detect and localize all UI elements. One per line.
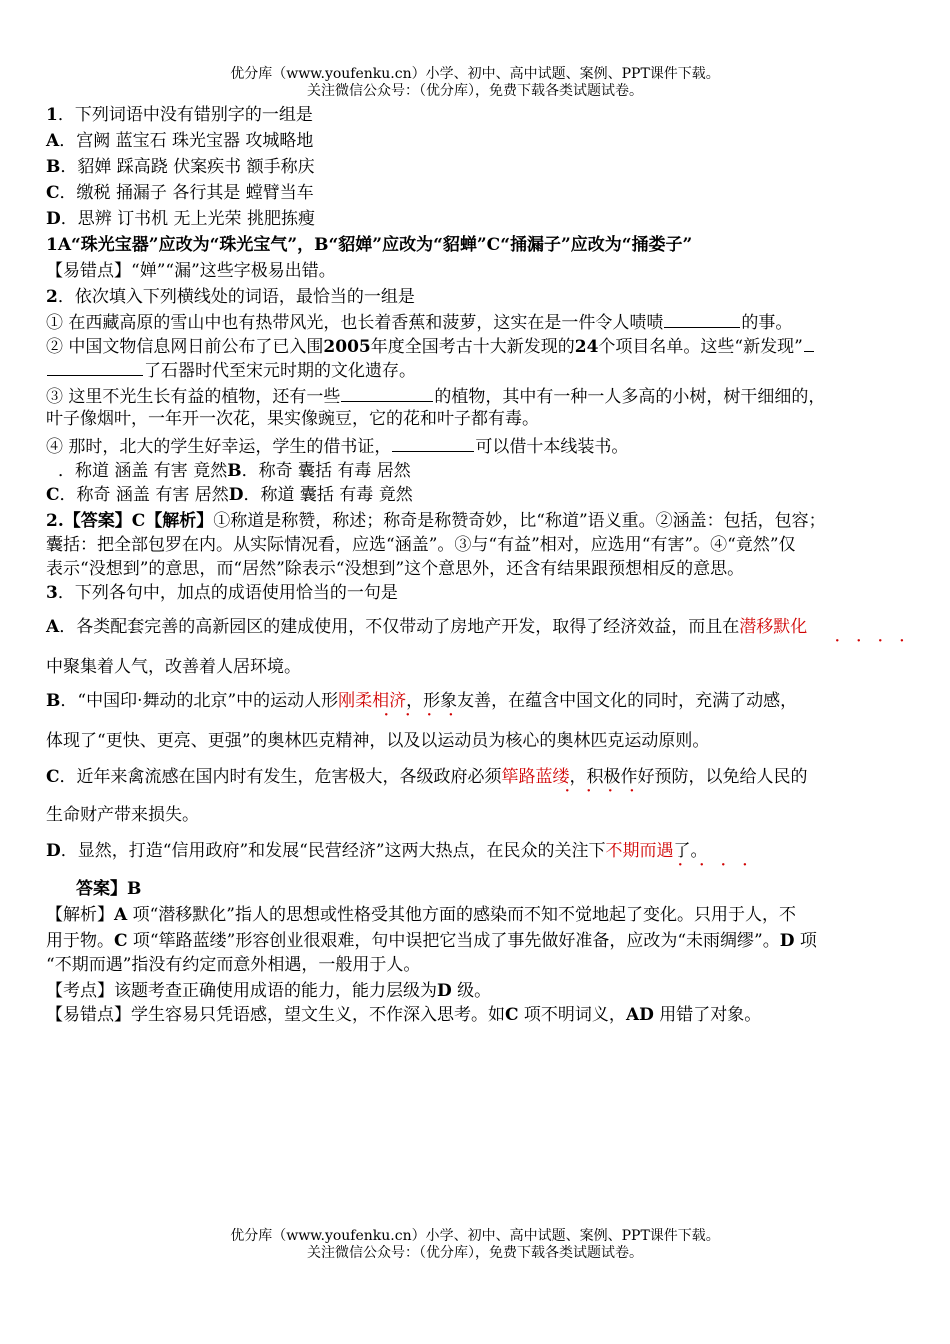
fill-blank [47, 358, 143, 376]
q2-stem-text: ．依次填入下列横线处的词语，最恰当的一组是 [57, 287, 415, 307]
q2-sentence-3 [46, 384, 916, 408]
q1-easy-error: 【易错点】“婵”“漏”这些字极易出错。 [46, 261, 336, 281]
q3-stem [46, 582, 916, 604]
q1-answer-part: “珠光宝器”应改为“珠光宝气”， [71, 235, 315, 255]
q3-option-d-text: 了。 [673, 841, 708, 861]
q2-s2-year: 2005 [323, 337, 371, 357]
fill-blank [664, 310, 740, 328]
q3-exp-text: 用于物。 [46, 931, 114, 951]
q3-option-a-text: ．各类配套完善的高新园区的建成使用，不仅带动了房地产开发，取得了经济效益，而且在 [59, 617, 740, 637]
q3-option-d [46, 840, 916, 862]
emphasis-dots: ···· [678, 858, 765, 873]
q3-ez-text: 用错了对象。 [653, 1005, 762, 1025]
fill-blank [341, 384, 433, 402]
q3-exp-label: D [779, 931, 795, 951]
q2-option-c-text: ．称奇 涵盖 有害 居然 [59, 485, 229, 505]
q1-option-b-text: ．貂婵 踩高跷 伏案疾书 额手称庆 [60, 157, 315, 177]
q2-sentence-3-cont: 叶子像烟叶，一年开一次花，果实像豌豆，它的花和叶子都有毒。 [46, 409, 539, 429]
q3-exp-text: 项 [794, 931, 817, 951]
q1-stem-text: ．下列词语中没有错别字的一组是 [57, 105, 313, 125]
q2-sentence-2 [46, 334, 916, 358]
q1-answer-part: C [486, 235, 501, 255]
q3-explanation-1 [46, 904, 916, 926]
q3-option-d-label: D [46, 841, 61, 861]
q1-option-d-label: D [46, 209, 61, 229]
q2-option-b-label: B [227, 461, 242, 481]
q3-idiom-a: 潜移默化 [739, 617, 808, 637]
q3-option-c-cont: 生命财产带来损失。 [46, 805, 199, 825]
q3-exp-head: 【解析】 [46, 905, 114, 925]
q2-answer-line-1 [46, 510, 916, 532]
q2-sentence-4 [46, 434, 916, 458]
fill-blank [804, 334, 814, 352]
q2-options-cd [46, 484, 916, 506]
q3-idiom-c: 筚路蓝缕 [501, 767, 570, 787]
q2-option-d-text: ．称道 囊括 有毒 竟然 [243, 485, 413, 505]
q2-s2-text: ② 中国文物信息网日前公布了已入围 [46, 337, 324, 357]
q2-option-d-label: D [228, 485, 244, 505]
q1-answer-part: “捅漏子”应改为“捅娄子” [500, 235, 693, 255]
q1-option-d-text: ．思辨 订书机 无上光荣 挑肥拣瘦 [60, 209, 315, 229]
q3-option-b-text: ，形象友善，在蕴含中国文化的同时，充满了动感， [406, 691, 798, 711]
q3-option-c-text: ，积极作好预防，以免给人民的 [569, 767, 808, 787]
q3-ez-text: 【易错点】学生容易只凭语感，望文生义，不作深入思考。如 [46, 1005, 505, 1025]
header-line-2: 关注微信公众号：（优分库），免费下载各类试题试卷。 [307, 83, 643, 99]
q3-ez-label: C [505, 1005, 519, 1025]
q3-option-c-label: C [46, 767, 60, 787]
q3-option-c-text: ．近年来禽流感在国内时有发生，危害极大，各级政府必须 [59, 767, 502, 787]
q1-option-b [46, 156, 916, 178]
q1-option-c-text: ．缴税 捅漏子 各行其是 螳臂当车 [59, 183, 314, 203]
q2-answer-line-2: 囊括：把全部包罗在内。从实际情况看，应选“涵盖”。③与“有益”相对，应选用“有害”。④“竟然”仅 [46, 535, 796, 555]
q3-explanation-2 [46, 930, 916, 952]
q3-option-a [46, 616, 916, 638]
q1-answer-part: “貂婵”应改为“貂蝉” [328, 235, 487, 255]
q3-option-b-label: B [46, 691, 61, 711]
q2-option-b-text: ．称奇 囊括 有毒 居然 [241, 461, 411, 481]
q2-s2-text: 个项目名单。这些“新发现” [598, 337, 803, 357]
q1-answer-part: B [314, 235, 329, 255]
header-line-1: 优分库（www.youfenku.cn）小学、初中、高中试题、案例、PPT课件下载。 [230, 66, 720, 82]
q2-s4-text: 可以借十本线装书。 [475, 437, 629, 457]
q1-answer-part: 1A [46, 235, 72, 255]
q3-explanation-3: “不期而遇”指没有约定而意外相遇，一般用于人。 [46, 955, 421, 975]
q2-answer-text: ①称道是称赞，称述；称奇是称赞奇妙，比“称道”语义重。②涵盖：包括，包容； [213, 511, 826, 531]
q3-exp-label: C [114, 931, 128, 951]
q2-s2-number: 24 [574, 337, 599, 357]
q3-exp-text: 项“筚路蓝缕”形容创业很艰难，句中误把它当成了事先做好准备，应改为“未雨绸缪”。 [127, 931, 780, 951]
emphasis-dots: ···· [384, 708, 471, 723]
q1-option-c [46, 182, 916, 204]
footer-line-1: 优分库（www.youfenku.cn）小学、初中、高中试题、案例、PPT课件下载。 [230, 1228, 720, 1244]
q3-option-a-cont: 中聚集着人气，改善着人居环境。 [46, 657, 301, 677]
q3-exp-label: A [114, 905, 128, 925]
emphasis-dots: ···· [565, 784, 652, 799]
q2-s2-text: 年度全国考古十大新发现的 [370, 337, 575, 357]
q2-s1-text: ① 在西藏高原的雪山中也有热带风光，也长着香蕉和菠萝，这实在是一件令人啧啧 [46, 313, 664, 333]
q2-sentence-1 [46, 310, 916, 334]
page-footer [0, 1228, 950, 1262]
q1-option-a-label: A [46, 131, 60, 151]
q1-option-a-text: ．宫阙 蓝宝石 珠光宝器 攻城略地 [59, 131, 314, 151]
q2-s2-text: 了石器时代至宋元时期的文化遗存。 [144, 361, 416, 381]
q1-option-d [46, 208, 916, 230]
q3-option-c [46, 766, 916, 788]
q2-answer-line-3: 表示“没想到”的意思，而“居然”除表示“没想到”这个意思外，还含有结果跟预想相反的意思。 [46, 559, 745, 579]
q2-answer-head: 2.【答案】C【解析】 [46, 511, 214, 531]
q1-stem [46, 104, 916, 126]
q2-number: 2 [46, 287, 58, 307]
q3-exp-text: 项“潜移默化”指人的思想或性格受其他方面的感染而不知不觉地起了变化。只用于人，不 [127, 905, 796, 925]
q3-key-point [46, 980, 916, 1002]
q3-ez-label: AD [625, 1005, 654, 1025]
page-header [0, 66, 950, 100]
q3-answer: 答案】B [76, 879, 142, 899]
q3-option-d-text: ．显然，打造“信用政府”和发展“民营经济”这两大热点，在民众的关注下 [60, 841, 606, 861]
q1-option-a [46, 130, 916, 152]
q1-answer [46, 234, 916, 256]
q1-number: 1 [46, 105, 58, 125]
fill-blank [392, 434, 474, 452]
q2-options-ab [58, 460, 928, 482]
q3-stem-text: ．下列各句中，加点的成语使用恰当的一句是 [57, 583, 398, 603]
footer-line-2: 关注微信公众号：（优分库），免费下载各类试题试卷。 [307, 1245, 643, 1261]
q2-s4-text: ④ 那时，北大的学生好幸运，学生的借书证， [46, 437, 392, 457]
q3-easy-error [46, 1004, 916, 1026]
q3-option-b [46, 690, 916, 712]
q3-number: 3 [46, 583, 58, 603]
q3-option-b-text: ．“中国印·舞动的北京”中的运动人形 [60, 691, 339, 711]
q3-kd-text: 级。 [451, 981, 492, 1001]
q3-idiom-d: 不期而遇 [605, 841, 674, 861]
q3-kd-level: D [437, 981, 452, 1001]
q1-option-c-label: C [46, 183, 60, 203]
q2-option-c-label: C [46, 485, 60, 505]
q2-sentence-2-cont [46, 358, 916, 382]
emphasis-dots: ···· [835, 634, 922, 649]
q2-s1-end: 的事。 [741, 313, 793, 333]
q2-s3-text: ③ 这里不光生长有益的植物，还有一些 [46, 387, 341, 407]
q1-option-b-label: B [46, 157, 61, 177]
q2-stem [46, 286, 916, 308]
q3-ez-text: 项不明词义， [518, 1005, 626, 1025]
q3-option-a-label: A [46, 617, 60, 637]
q2-option-a-text: ．称道 涵盖 有害 竟然 [58, 461, 228, 481]
q3-idiom-b: 刚柔相济 [338, 691, 407, 711]
q3-option-b-cont: 体现了“更快、更亮、更强”的奥林匹克精神，以及以运动员为核心的奥林匹克运动原则。 [46, 731, 710, 751]
q2-s3-text: 的植物，其中有一种一人多高的小树，树干细细的， [434, 387, 826, 407]
q3-kd-text: 【考点】该题考查正确使用成语的能力，能力层级为 [46, 981, 437, 1001]
